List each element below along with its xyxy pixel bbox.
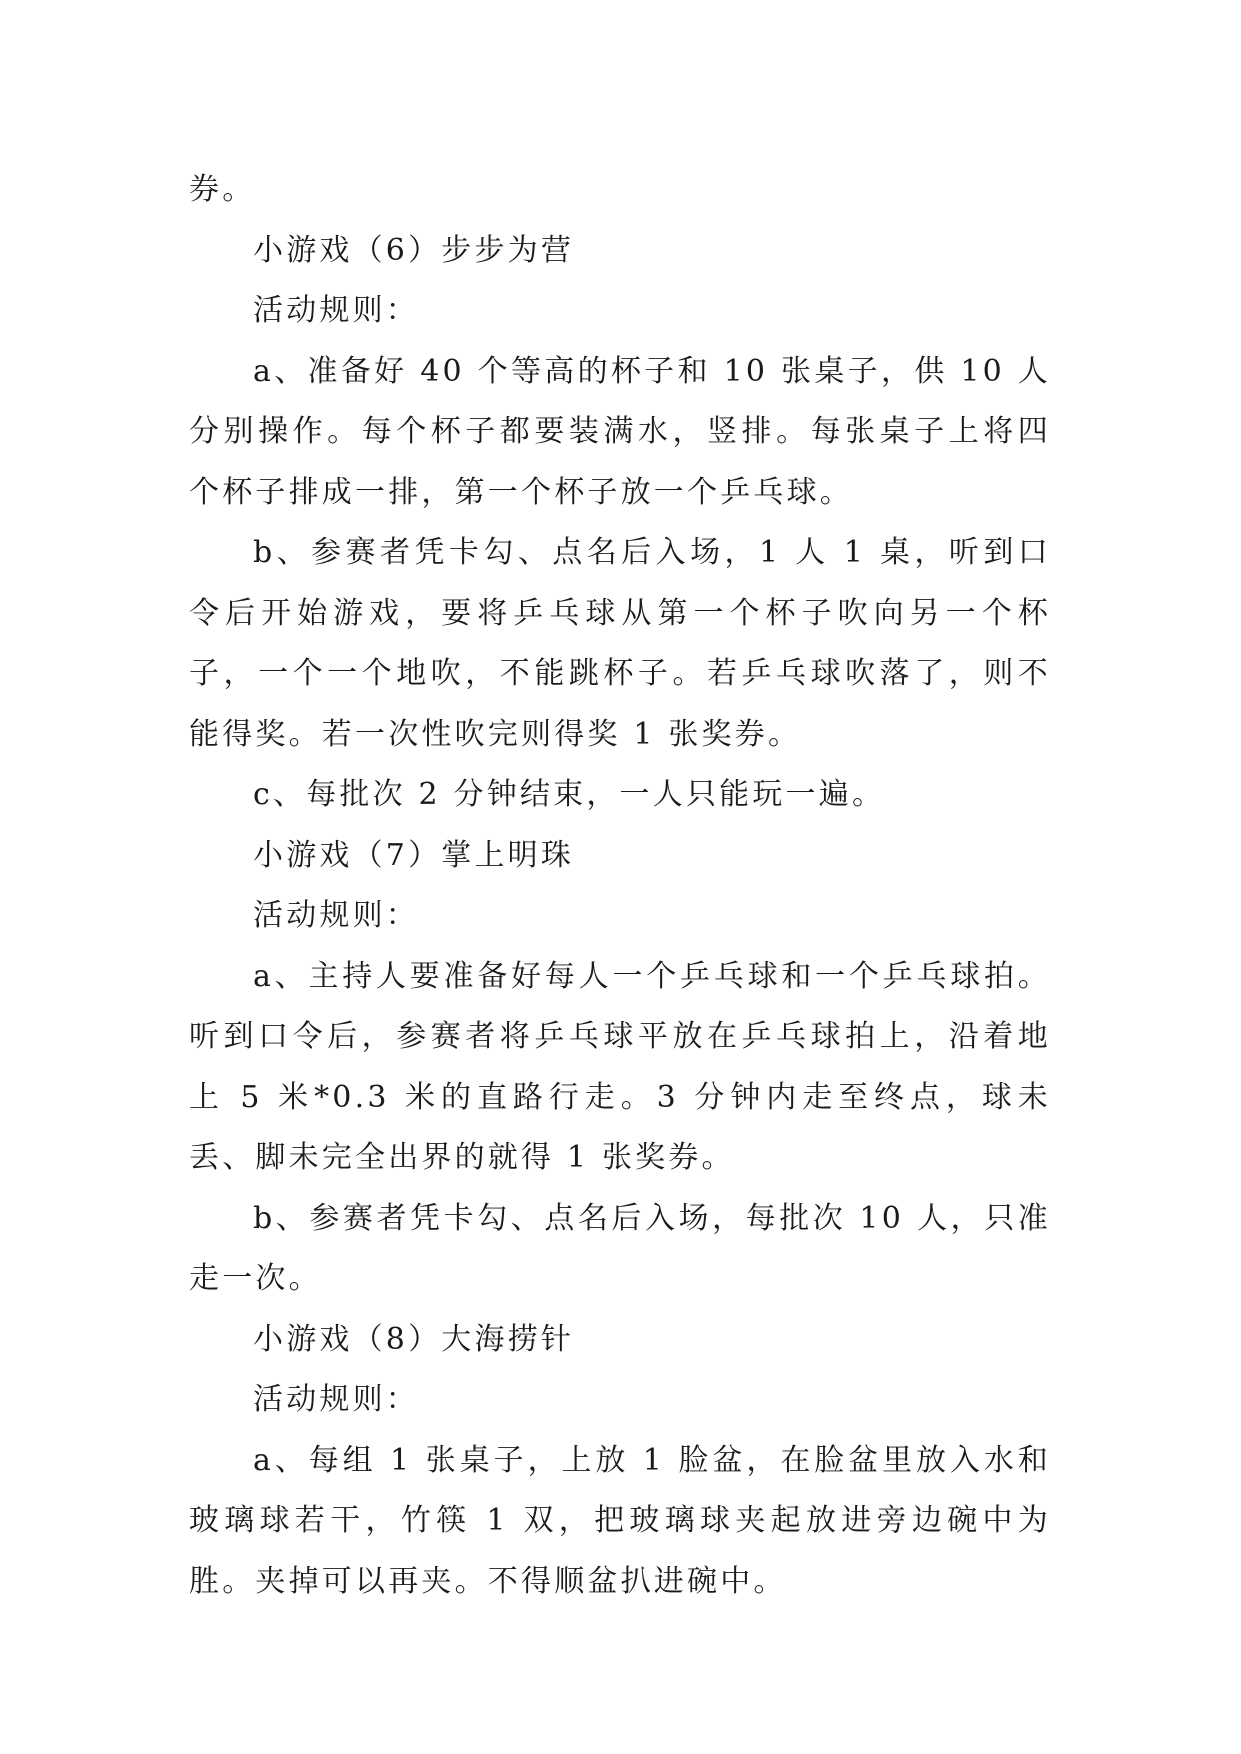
game-6-rule-b: b、参赛者凭卡勾、点名后入场，1 人 1 桌，听到口令后开始游戏，要将乒乓球从第一个杯子吹向另一个杯子，一个一个地吹，不能跳杯子。若乒乓球吹落了，则不能得奖。若一次性吹完则得奖 1 张奖券。 — [189, 535, 1051, 752]
game-6-heading: 小游戏（6）步步为营 — [253, 232, 575, 268]
game-8-rule-a: a、每组 1 张桌子，上放 1 脸盆，在脸盆里放入水和玻璃球若干，竹筷 1 双，把玻璃球夹起放进旁边碗中为胜。夹掉可以再夹。不得顺盆扒进碗中。 — [189, 1442, 1051, 1599]
paragraph-continuation: 券。 — [189, 172, 256, 207]
game-6-rules-label: 活动规则： — [253, 293, 419, 328]
game-6-rule-c: c、每批次 2 分钟结束，一人只能玩一遍。 — [253, 777, 886, 812]
game-7-rule-b: b、参赛者凭卡勾、点名后入场，每批次 10 人，只准走一次。 — [189, 1200, 1051, 1296]
document-body — [189, 160, 1051, 1612]
game-6-rule-a: a、准备好 40 个等高的杯子和 10 张桌子，供 10 人分别操作。每个杯子都要装满水，竖排。每张桌子上将四个杯子排成一排，第一个杯子放一个乒乓球。 — [189, 353, 1051, 510]
game-7-heading: 小游戏（7）掌上明珠 — [253, 837, 575, 873]
game-8-heading: 小游戏（8）大海捞针 — [253, 1321, 575, 1357]
game-7-rules-label: 活动规则： — [253, 898, 419, 933]
game-8-rules-label: 活动规则： — [253, 1382, 419, 1417]
game-7-rule-a: a、主持人要准备好每人一个乒乓球和一个乒乓球拍。听到口令后，参赛者将乒乓球平放在乒乓球拍上，沿着地上 5 米*0.3 米的直路行走。3 分钟内走至终点，球未丢、脚未完全出界的就得 1 张奖券。 — [189, 958, 1051, 1175]
